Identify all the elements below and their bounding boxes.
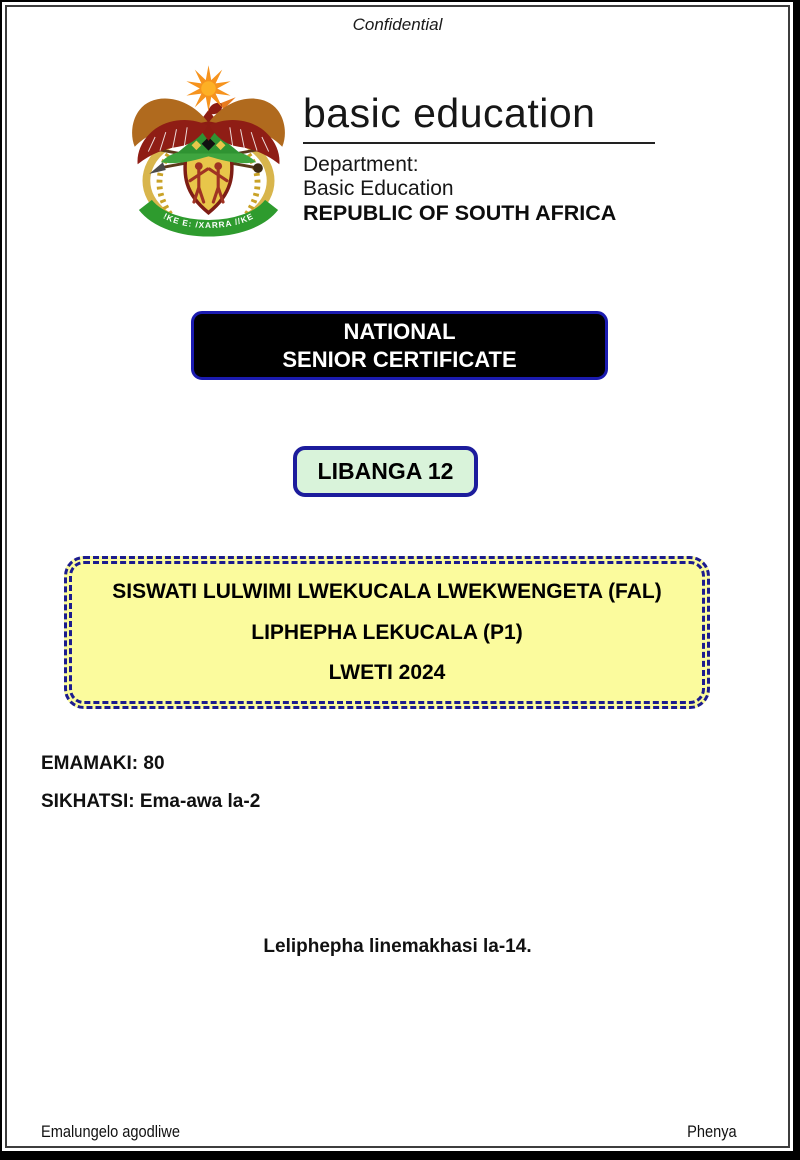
grade-label: LIBANGA 12 (317, 458, 454, 484)
logo-brand: basic education (303, 90, 596, 136)
footer-copyright: Emalungelo agodliwe (41, 1122, 180, 1141)
pages-note: Leliphepha linemakhasi la-14. (263, 936, 532, 957)
motto-text: !KE E: /XARRA //KE (161, 211, 256, 231)
subject-panel (64, 556, 710, 709)
logo-country: REPUBLIC OF SOUTH AFRICA (303, 201, 617, 225)
logo-underline (303, 142, 655, 144)
grade-badge (293, 446, 478, 497)
subject-panel-inner (69, 561, 705, 704)
logo-department-name: Basic Education (303, 177, 454, 200)
paper-title: LIPHEPHA LEKUCALA (P1) (251, 620, 523, 644)
confidential-note: Confidential (352, 15, 443, 34)
footer-instruction: Phenya (687, 1122, 737, 1141)
coat-of-arms-icon (126, 58, 291, 250)
certificate-line1: NATIONAL (343, 318, 456, 344)
logo-department-label: Department: (303, 153, 419, 176)
time-line: SIKHATSI: Ema-awa la-2 (41, 791, 261, 812)
logo-text-block (303, 90, 673, 226)
certificate-banner (191, 311, 608, 380)
exam-session: LWETI 2024 (328, 661, 446, 684)
document-page (2, 2, 793, 1151)
marks-line: EMAMAKI: 80 (41, 753, 165, 774)
certificate-line2: SENIOR CERTIFICATE (282, 346, 517, 372)
subject-title: SISWATI LULWIMI LWEKUCALA LWEKWENGETA (FAL) (112, 580, 662, 603)
